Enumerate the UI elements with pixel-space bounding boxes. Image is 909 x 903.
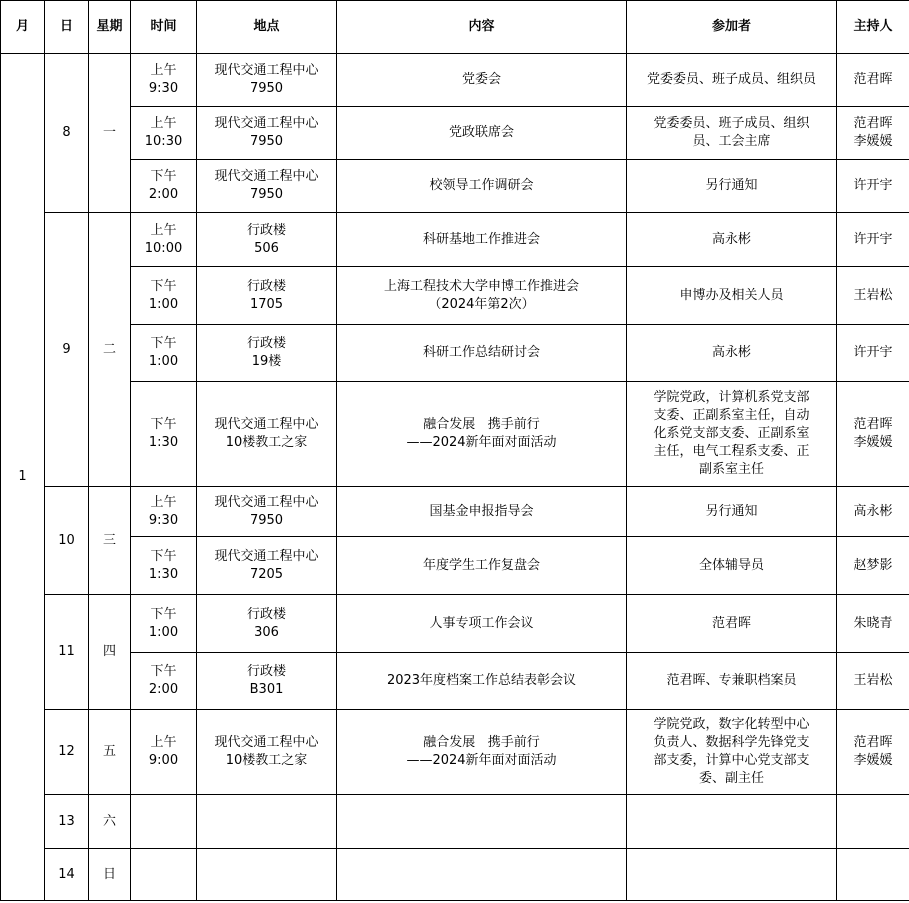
host-cell: 范君晖 xyxy=(837,54,909,107)
time-cell: 上午 9:00 xyxy=(131,710,197,795)
weekday-cell: 三 xyxy=(89,487,131,595)
header-host: 主持人 xyxy=(837,1,909,54)
host-cell: 范君晖 李媛媛 xyxy=(837,382,909,487)
participants-cell xyxy=(627,795,837,849)
participants-cell: 党委委员、班子成员、组织员 xyxy=(627,54,837,107)
time-cell: 下午 2:00 xyxy=(131,653,197,710)
table-row xyxy=(1,213,909,267)
table-row xyxy=(1,710,909,795)
header-weekday: 星期 xyxy=(89,1,131,54)
content-cell xyxy=(337,795,627,849)
time-cell xyxy=(131,795,197,849)
day-cell: 9 xyxy=(45,213,89,487)
host-cell: 赵梦影 xyxy=(837,537,909,595)
location-cell: 现代交通工程中心 7205 xyxy=(197,537,337,595)
content-cell: 融合发展 携手前行 ——2024新年面对面活动 xyxy=(337,382,627,487)
time-cell: 下午 2:00 xyxy=(131,160,197,213)
header-time: 时间 xyxy=(131,1,197,54)
time-cell: 上午 9:30 xyxy=(131,487,197,537)
content-cell: 国基金申报指导会 xyxy=(337,487,627,537)
table-row xyxy=(1,595,909,653)
participants-cell: 学院党政，数字化转型中心 负责人、数据科学先锋党支 部支委，计算中心党支部支 委、副主任 xyxy=(627,710,837,795)
content-cell: 科研基地工作推进会 xyxy=(337,213,627,267)
table-row xyxy=(1,267,909,325)
table-row xyxy=(1,160,909,213)
header-day: 日 xyxy=(45,1,89,54)
weekday-cell: 四 xyxy=(89,595,131,710)
content-cell: 上海工程技术大学申博工作推进会 （2024年第2次） xyxy=(337,267,627,325)
table-row xyxy=(1,325,909,382)
table-row xyxy=(1,849,909,901)
participants-cell: 学院党政，计算机系党支部 支委、正副系室主任，自动 化系党支部支委、正副系室 主任，电气工程系支委、正 副系室主任 xyxy=(627,382,837,487)
participants-cell: 高永彬 xyxy=(627,213,837,267)
host-cell xyxy=(837,795,909,849)
table-row xyxy=(1,382,909,487)
host-cell xyxy=(837,849,909,901)
host-cell: 高永彬 xyxy=(837,487,909,537)
time-cell: 下午 1:30 xyxy=(131,537,197,595)
participants-cell: 范君晖、专兼职档案员 xyxy=(627,653,837,710)
host-cell: 范君晖 李媛媛 xyxy=(837,710,909,795)
location-cell: 现代交通工程中心 7950 xyxy=(197,487,337,537)
weekday-cell: 六 xyxy=(89,795,131,849)
day-cell: 8 xyxy=(45,54,89,213)
table-row xyxy=(1,54,909,107)
weekday-cell: 日 xyxy=(89,849,131,901)
content-cell: 科研工作总结研讨会 xyxy=(337,325,627,382)
participants-cell: 另行通知 xyxy=(627,160,837,213)
time-cell: 上午 9:30 xyxy=(131,54,197,107)
header-content: 内容 xyxy=(337,1,627,54)
day-cell: 11 xyxy=(45,595,89,710)
table-row xyxy=(1,537,909,595)
location-cell: 现代交通工程中心 7950 xyxy=(197,54,337,107)
content-cell: 党委会 xyxy=(337,54,627,107)
time-cell: 下午 1:00 xyxy=(131,325,197,382)
location-cell xyxy=(197,795,337,849)
header-row xyxy=(1,1,909,54)
time-cell: 下午 1:00 xyxy=(131,595,197,653)
header-location: 地点 xyxy=(197,1,337,54)
content-cell: 2023年度档案工作总结表彰会议 xyxy=(337,653,627,710)
location-cell: 现代交通工程中心 7950 xyxy=(197,160,337,213)
location-cell: 行政楼 1705 xyxy=(197,267,337,325)
host-cell: 王岩松 xyxy=(837,653,909,710)
location-cell: 行政楼 306 xyxy=(197,595,337,653)
content-cell: 年度学生工作复盘会 xyxy=(337,537,627,595)
content-cell: 党政联席会 xyxy=(337,107,627,160)
time-cell xyxy=(131,849,197,901)
table-row xyxy=(1,107,909,160)
host-cell: 王岩松 xyxy=(837,267,909,325)
content-cell: 融合发展 携手前行 ——2024新年面对面活动 xyxy=(337,710,627,795)
location-cell: 行政楼 506 xyxy=(197,213,337,267)
participants-cell: 全体辅导员 xyxy=(627,537,837,595)
location-cell: 行政楼 19楼 xyxy=(197,325,337,382)
host-cell: 许开宇 xyxy=(837,213,909,267)
host-cell: 朱晓青 xyxy=(837,595,909,653)
location-cell xyxy=(197,849,337,901)
host-cell: 范君晖 李媛媛 xyxy=(837,107,909,160)
table-row xyxy=(1,653,909,710)
participants-cell: 另行通知 xyxy=(627,487,837,537)
participants-cell: 高永彬 xyxy=(627,325,837,382)
day-cell: 13 xyxy=(45,795,89,849)
time-cell: 下午 1:00 xyxy=(131,267,197,325)
participants-cell: 范君晖 xyxy=(627,595,837,653)
content-cell: 人事专项工作会议 xyxy=(337,595,627,653)
day-cell: 12 xyxy=(45,710,89,795)
weekday-cell: 五 xyxy=(89,710,131,795)
weekday-cell: 一 xyxy=(89,54,131,213)
weekday-cell: 二 xyxy=(89,213,131,487)
content-cell: 校领导工作调研会 xyxy=(337,160,627,213)
time-cell: 上午 10:30 xyxy=(131,107,197,160)
month-cell: 1 xyxy=(1,54,45,901)
header-participants: 参加者 xyxy=(627,1,837,54)
content-cell xyxy=(337,849,627,901)
table-row xyxy=(1,487,909,537)
location-cell: 现代交通工程中心 7950 xyxy=(197,107,337,160)
participants-cell: 党委委员、班子成员、组织 员、工会主席 xyxy=(627,107,837,160)
table-row xyxy=(1,795,909,849)
header-month: 月 xyxy=(1,1,45,54)
participants-cell: 申博办及相关人员 xyxy=(627,267,837,325)
location-cell: 现代交通工程中心 10楼教工之家 xyxy=(197,382,337,487)
location-cell: 行政楼 B301 xyxy=(197,653,337,710)
time-cell: 上午 10:00 xyxy=(131,213,197,267)
time-cell: 下午 1:30 xyxy=(131,382,197,487)
host-cell: 许开宇 xyxy=(837,325,909,382)
location-cell: 现代交通工程中心 10楼教工之家 xyxy=(197,710,337,795)
day-cell: 14 xyxy=(45,849,89,901)
host-cell: 许开宇 xyxy=(837,160,909,213)
participants-cell xyxy=(627,849,837,901)
day-cell: 10 xyxy=(45,487,89,595)
